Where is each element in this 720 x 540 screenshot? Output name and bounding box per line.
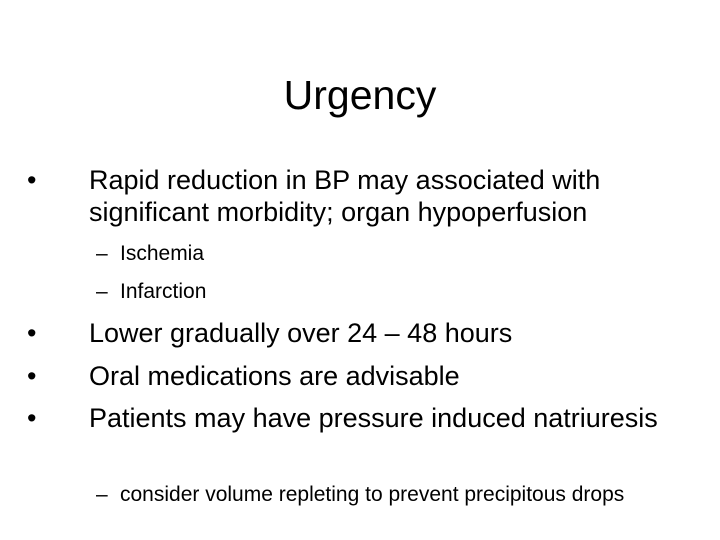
dash-marker: – — [96, 242, 108, 265]
bullet-item — [27, 360, 689, 392]
bullet-text: Rapid reduction in BP may associated with significant morbidity; organ hypoperfusion — [89, 165, 601, 227]
sub-bullet-text: Infarction — [120, 280, 207, 303]
bullet-item — [27, 164, 689, 228]
slide-title: Urgency — [283, 72, 437, 118]
bullet-marker: • — [27, 318, 37, 348]
bullet-item — [27, 317, 689, 349]
dash-marker: – — [96, 280, 108, 303]
sub-bullet-item — [96, 239, 680, 269]
bullet-marker: • — [27, 361, 37, 391]
sub-bullet-text: Ischemia — [120, 242, 205, 265]
bullet-marker: • — [27, 165, 37, 195]
bullet-text: Lower gradually over 24 – 48 hours — [89, 318, 513, 348]
bullet-text: Oral medications are advisable — [89, 361, 460, 391]
sub-bullet-text: consider volume repleting to prevent precipitous drops — [120, 483, 625, 506]
bullet-text: Patients may have pressure induced natriuresis — [89, 403, 658, 433]
bullet-item — [27, 402, 689, 434]
sub-bullet-item — [96, 277, 680, 307]
bullet-marker: • — [27, 403, 37, 433]
sub-bullet-item — [96, 480, 680, 510]
dash-marker: – — [96, 483, 108, 506]
